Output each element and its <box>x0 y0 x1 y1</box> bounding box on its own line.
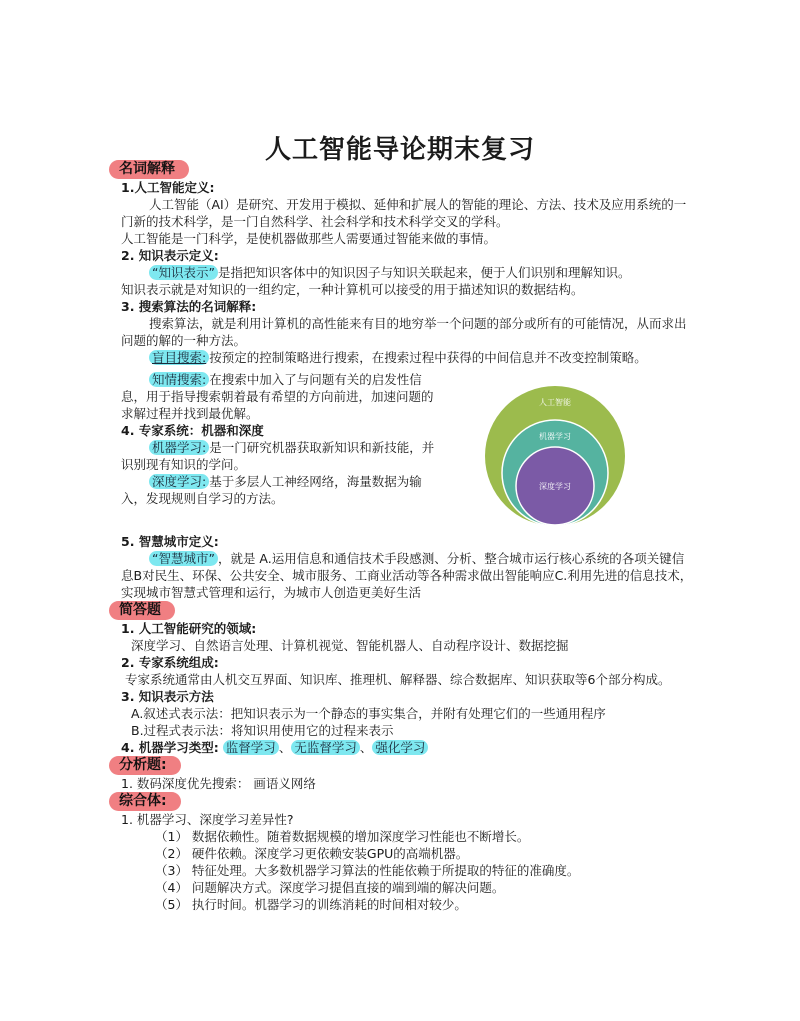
section-label: 分析题: <box>109 756 181 775</box>
page-title: 人工智能导论期末复习 <box>264 135 535 165</box>
comp-item: （3） 特征处理。大多数机器学习算法的性能依赖于所提取的特征的准确度。 <box>155 863 580 878</box>
term-highlight: 监督学习 <box>223 740 279 755</box>
section-label: 综合体: <box>109 792 181 811</box>
term-highlight: “智慧城市” <box>149 551 218 566</box>
section-glossary <box>121 160 693 179</box>
informed-search: 知情搜索: 在搜索中加入了与问题有关的启发性信息，用于指导搜索朝着最有希望的方向前进，加速问题的求解过程并找到最优解。 <box>121 372 434 421</box>
smart-city-heading: 5. 智慧城市定义: <box>121 534 219 549</box>
dl-label: 深度学习 <box>539 482 571 491</box>
section-label: 名词解释 <box>109 160 189 179</box>
ai-def-p2: 人工智能是一门科学，是使机器做那些人需要通过智能来做的事情。 <box>121 231 497 246</box>
term-highlight: 强化学习 <box>372 740 428 755</box>
term-highlight: 深度学习: <box>149 474 209 489</box>
comp-item: （4） 问题解决方式。深度学习提倡直接的端到端的解决问题。 <box>155 880 505 895</box>
ai-ml-dl-diagram <box>484 385 626 527</box>
blind-search: 盲目搜索: 按预定的控制策略进行搜索，在搜索过程中获得的中间信息并不改变控制策略。 <box>121 349 693 366</box>
content <box>121 160 693 913</box>
knowledge-rep-p1: “知识表示” 是指把知识客体中的知识因子与知识关联起来，便于人们识别和理解知识。 <box>121 264 693 281</box>
sa-q3-a: A.叙述式表示法：把知识表示为一个静态的事实集合，并附有处理它们的一些通用程序 <box>131 706 606 721</box>
term-highlight: 盲目搜索: <box>149 350 209 365</box>
comp-item: （1） 数据依赖性。随着数据规模的增加深度学习性能也不断增长。 <box>155 829 530 844</box>
term-highlight: 知情搜索: <box>149 372 209 387</box>
ai-def-heading: 1.人工智能定义: <box>121 180 215 195</box>
term-highlight: “知识表示” <box>149 265 218 280</box>
term-highlight: 无监督学习 <box>291 740 360 755</box>
ml-def: 机器学习: 是一门研究机器获取新知识和新技能，并识别现有知识的学问。 <box>121 440 435 472</box>
sa-q1-heading: 1. 人工智能研究的领域: <box>121 621 257 636</box>
ai-label: 人工智能 <box>539 398 571 407</box>
knowledge-rep-p2: 知识表示就是对知识的一组约定，一种计算机可以接受的用于描述知识的数据结构。 <box>121 282 584 297</box>
knowledge-rep-heading: 2. 知识表示定义: <box>121 248 219 263</box>
comp-item: （5） 执行时间。机器学习的训练消耗的时间相对较少。 <box>155 897 467 912</box>
term-highlight: 机器学习: <box>149 440 209 455</box>
search-heading: 3. 搜索算法的名词解释: <box>121 299 257 314</box>
expert-heading: 4. 专家系统：机器和深度 <box>121 423 264 438</box>
dl-def: 深度学习: 基于多层人工神经网络，海量数据为输入，发现规则自学习的方法。 <box>121 474 422 506</box>
ml-label: 机器学习 <box>539 432 571 441</box>
smart-city-text: “智慧城市” ，就是 A.运用信息和通信技术手段感测、分析、整合城市运行核心系统的各项关键信息B对民生、环保、公共安全、城市服务、工商业活动等各种需求做出智能响应C.利用先进的信息技术，实现城市智慧式管理和运行，为城市人创造更美好生活 <box>121 551 693 600</box>
comp-item: （2） 硬件依赖。深度学习更依赖安装GPU的高端机器。 <box>155 846 469 861</box>
section-comprehensive <box>121 792 693 811</box>
comp-q1: 1. 机器学习、深度学习差异性? <box>121 812 294 827</box>
sa-q3-b: B.过程式表示法：将知识用使用它的过程来表示 <box>131 723 394 738</box>
section-analysis <box>121 756 693 775</box>
section-short-answer <box>121 601 693 620</box>
section-label: 简答题 <box>109 601 175 620</box>
sa-q3-heading: 3. 知识表示方法 <box>121 689 214 704</box>
sa-q2-heading: 2. 专家系统组成: <box>121 655 219 670</box>
left-column <box>121 371 443 507</box>
analysis-q1: 1. 数码深度优先搜索： 画语义网络 <box>121 776 316 791</box>
ai-def-p1: 人工智能（AI）是研究、开发用于模拟、延伸和扩展人的智能的理论、方法、技术及应用系统的一门新的技术科学，是一门自然科学、社会科学和技术科学交叉的学科。 <box>121 197 687 229</box>
sa-q4: 4. 机器学习类型: 监督学习 、 无监督学习 、 强化学习 <box>121 739 693 756</box>
sa-q2-text: 专家系统通常由人机交互界面、知识库、推理机、解释器、综合数据库、知识获取等6个部分构成。 <box>125 672 671 687</box>
search-p1: 搜索算法，就是利用计算机的高性能来有目的地穷举一个问题的部分或所有的可能情况，从而求出问题的解的一种方法。 <box>121 316 687 348</box>
sa-q1-text: 深度学习、自然语言处理、计算机视觉、智能机器人、自动程序设计、数据挖掘 <box>131 638 569 653</box>
